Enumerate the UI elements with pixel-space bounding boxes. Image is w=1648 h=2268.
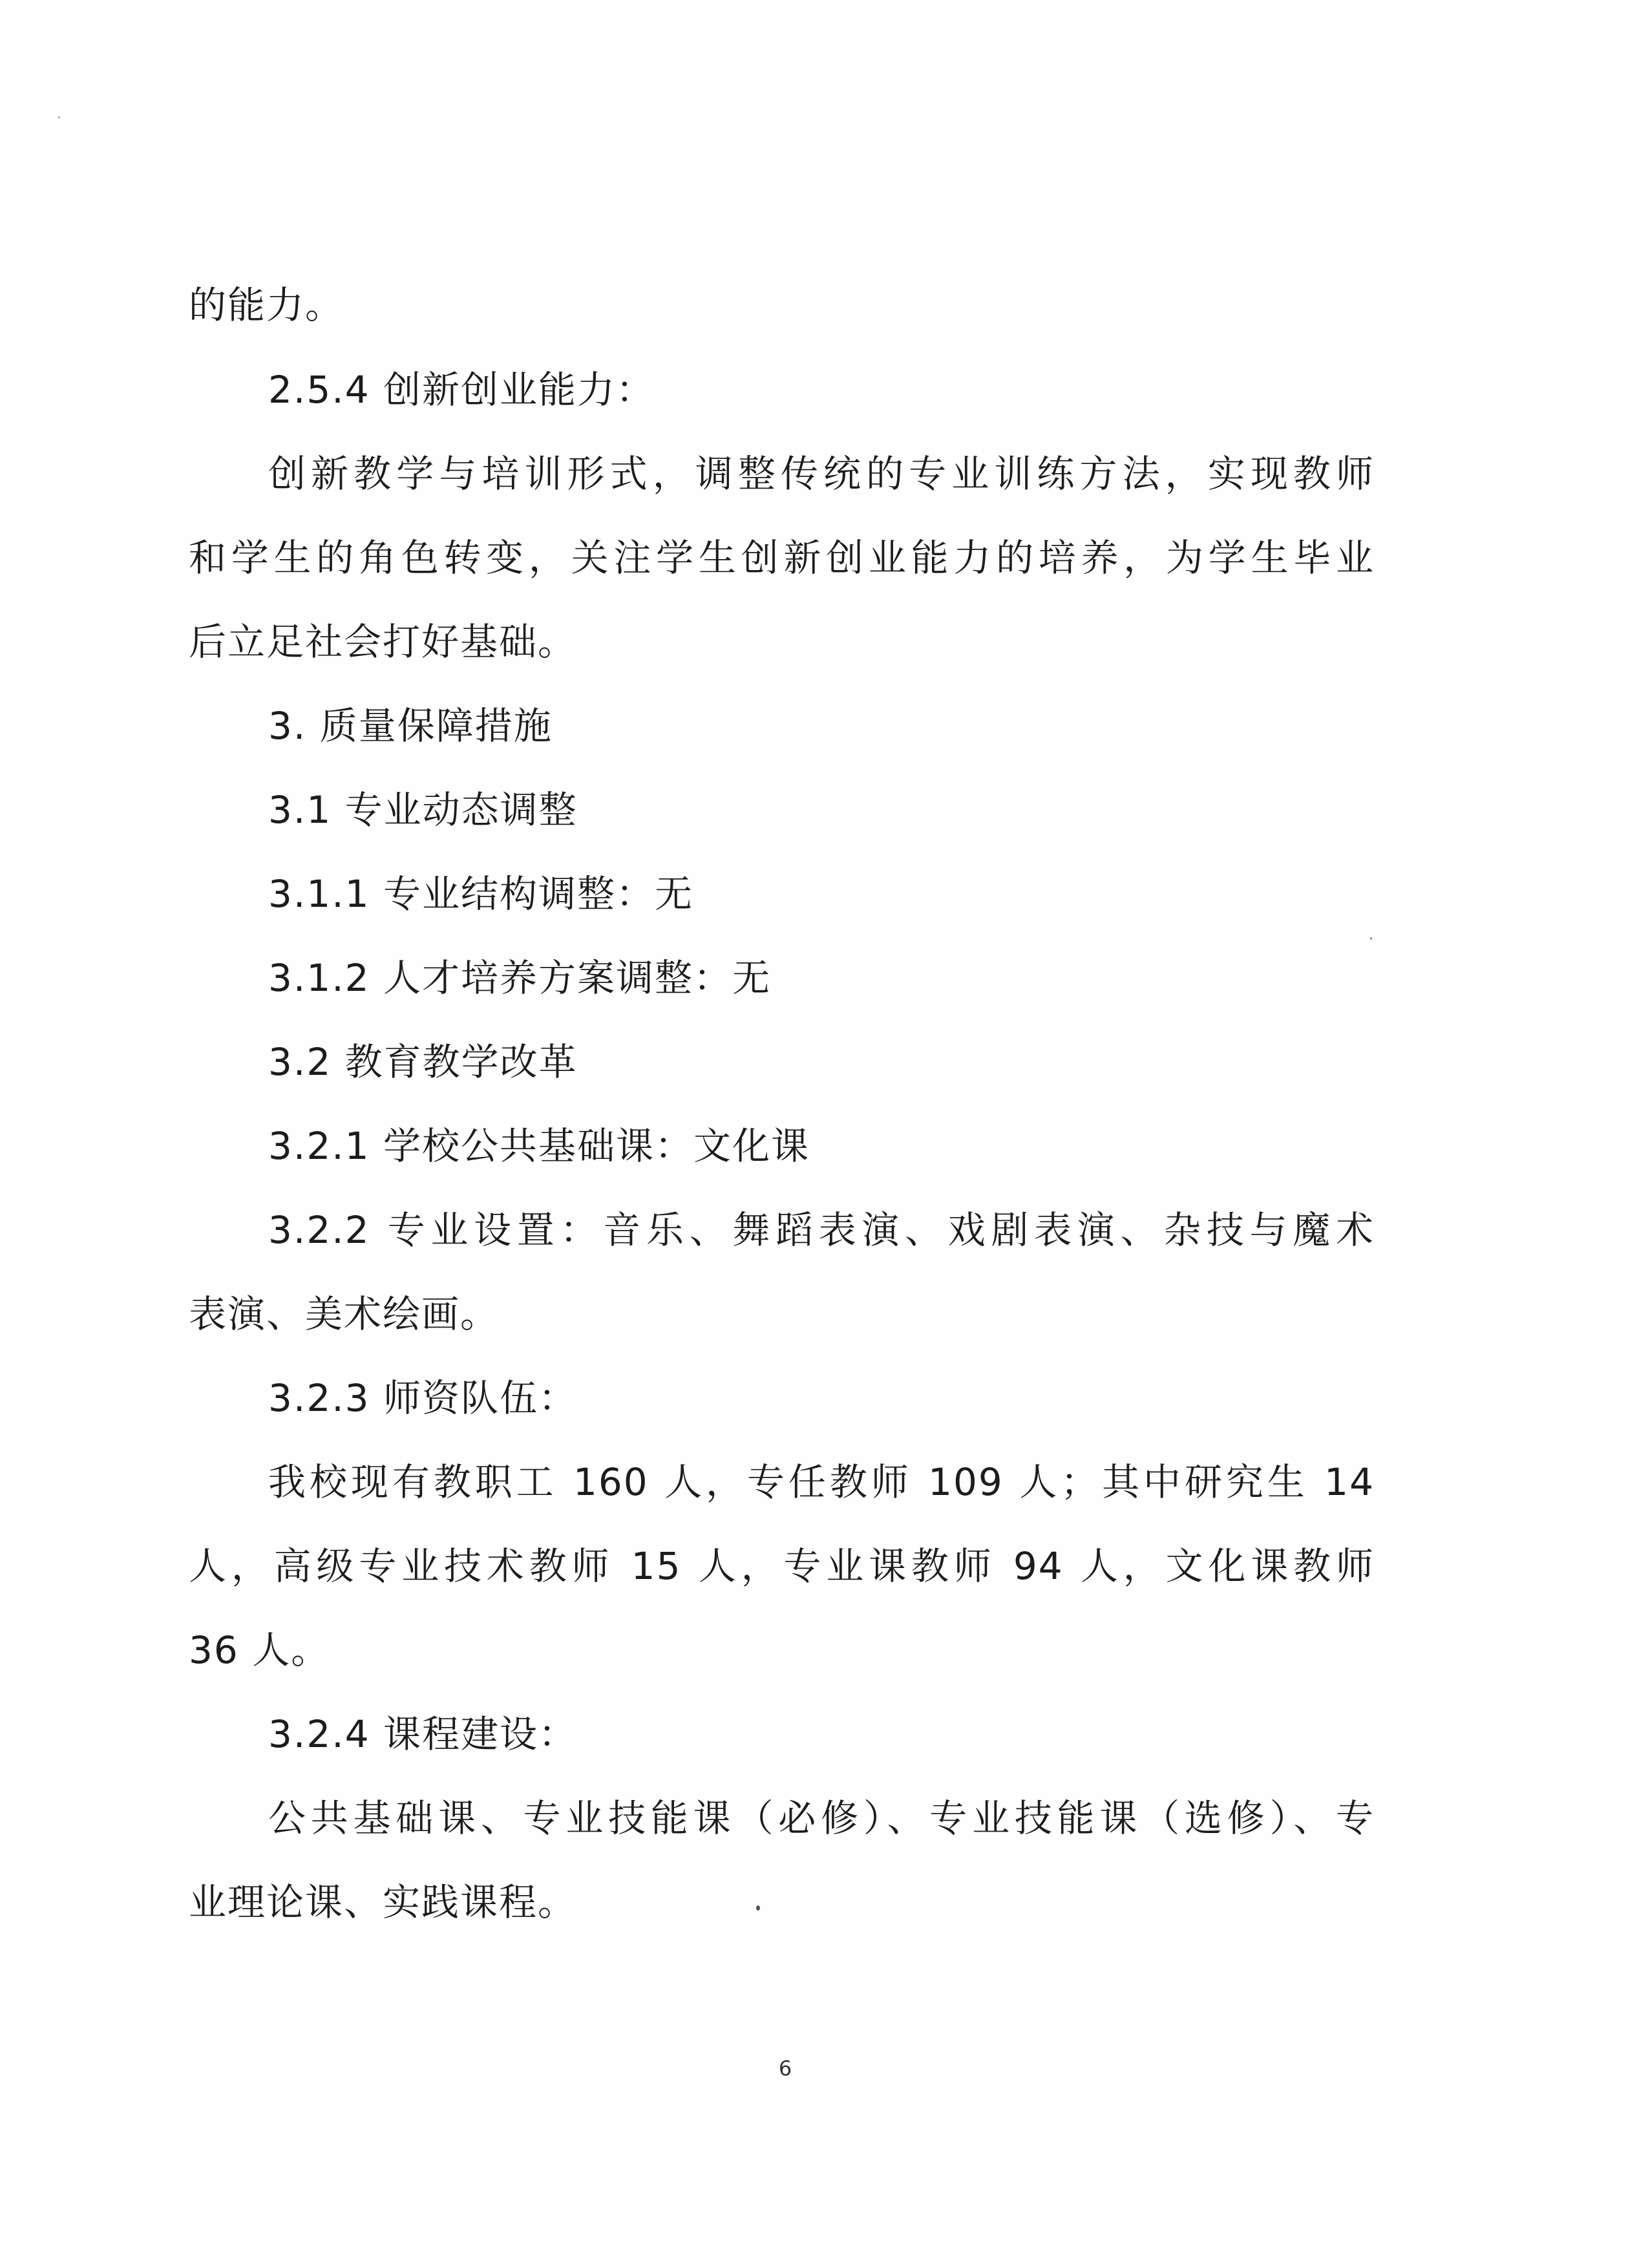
paragraph-line: 表演、美术绘画。 <box>189 1292 500 1336</box>
scan-speck <box>58 116 60 118</box>
page-number: 6 <box>778 2056 792 2081</box>
section-heading: 3.1.1 专业结构调整：无 <box>268 872 694 916</box>
paragraph-line: 36 人。 <box>189 1628 330 1672</box>
paragraph-line: 后立足社会打好基础。 <box>189 620 577 664</box>
paragraph-line: 人，高级专业技术教师 15 人，专业课教师 94 人，文化课教师 <box>189 1544 1375 1588</box>
scan-speck <box>756 1905 760 1911</box>
section-heading: 3.1.2 人才培养方案调整：无 <box>268 956 772 1000</box>
paragraph-line: 创新教学与培训形式，调整传统的专业训练方法，实现教师 <box>268 452 1375 496</box>
section-heading: 3.1 专业动态调整 <box>268 788 578 832</box>
paragraph-line: 3.2.2 专业设置：音乐、舞蹈表演、戏剧表演、杂技与魔术 <box>268 1208 1375 1252</box>
text-line: 的能力。 <box>189 283 344 327</box>
scan-speck <box>1370 937 1372 940</box>
paragraph-line: 公共基础课、专业技能课（必修）、专业技能课（选修）、专 <box>268 1796 1375 1840</box>
section-heading: 3.2 教育教学改革 <box>268 1040 578 1084</box>
section-heading: 3.2.1 学校公共基础课：文化课 <box>268 1124 810 1168</box>
paragraph-line: 业理论课、实践课程。 <box>189 1880 577 1924</box>
section-heading: 2.5.4 创新创业能力： <box>268 368 655 412</box>
section-heading: 3. 质量保障措施 <box>268 704 553 748</box>
paragraph-line: 和学生的角色转变，关注学生创新创业能力的培养，为学生毕业 <box>189 536 1375 580</box>
section-heading: 3.2.3 师资队伍： <box>268 1376 578 1420</box>
paragraph-line: 我校现有教职工 160 人，专任教师 109 人；其中研究生 14 <box>268 1460 1375 1504</box>
section-heading: 3.2.4 课程建设： <box>268 1712 578 1756</box>
